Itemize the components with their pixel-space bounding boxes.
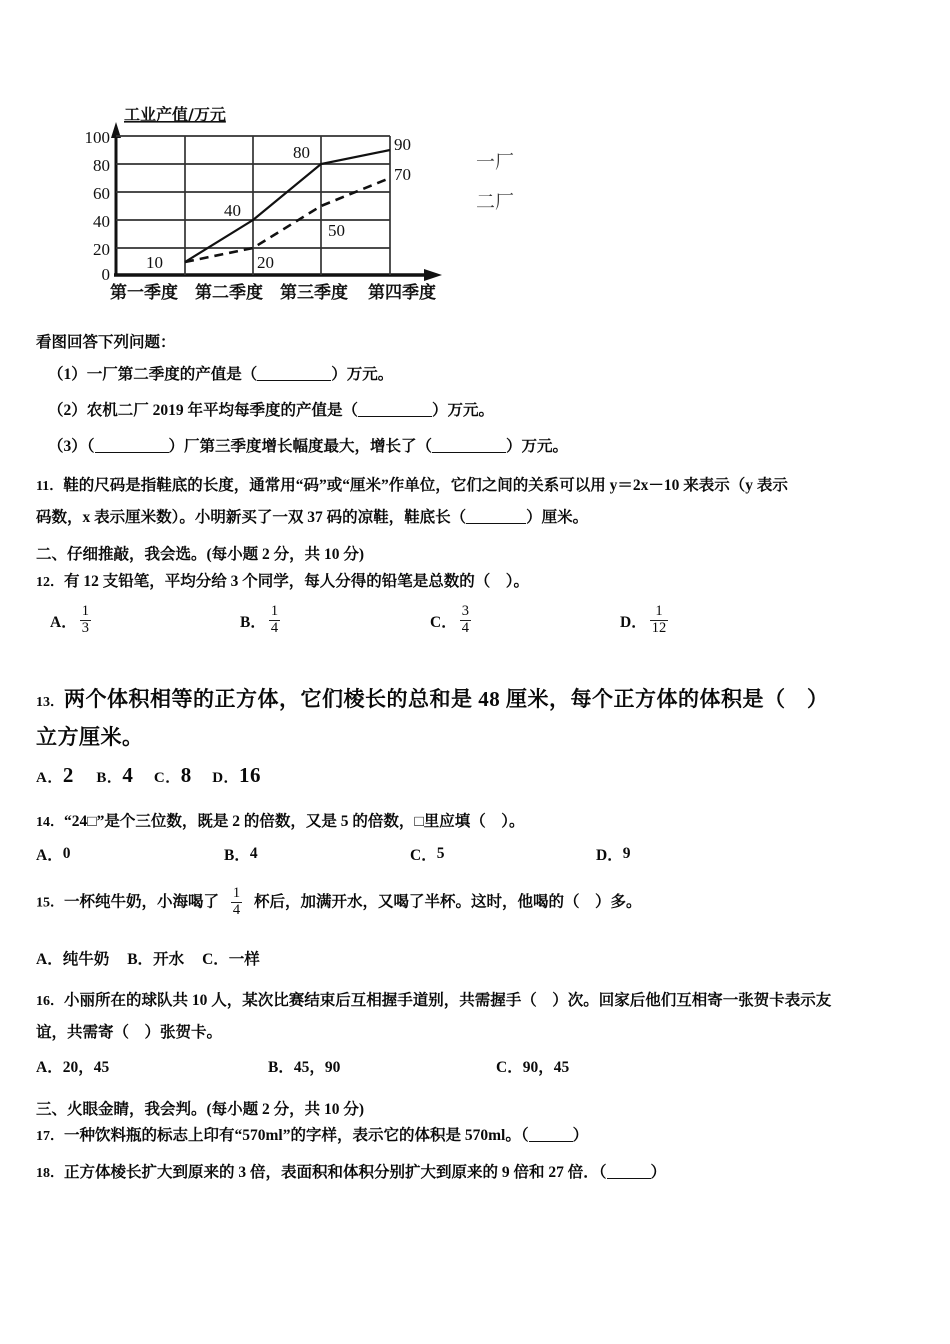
label-f1-q2: 40: [224, 201, 241, 220]
question-16-text-1: 小丽所在的球队共 10 人，某次比赛结束后互相握手道别，共需握手（ ）次。回家后他们互相寄一张贺卡表示友: [64, 992, 832, 1010]
question-15: [36, 887, 921, 969]
fill-1-text-after: ）万元。: [331, 366, 394, 383]
option-a-fraction: [80, 604, 91, 636]
question-15-line: [36, 887, 921, 919]
question-12-option-b[interactable]: [240, 605, 430, 637]
question-12-number: 12．: [36, 574, 64, 590]
question-14-option-c[interactable]: [410, 843, 596, 865]
x-axis-arrow: [424, 269, 442, 281]
question-16-option-a[interactable]: [36, 1055, 268, 1077]
question-13: [36, 680, 921, 789]
option-b-value: 开水: [153, 951, 185, 969]
question-16-option-b[interactable]: [268, 1055, 496, 1077]
y-tick-80: 80: [93, 156, 110, 175]
question-13-line-1: [36, 680, 921, 719]
fill-1-blank[interactable]: [257, 365, 331, 381]
y-tick-40: 40: [93, 212, 110, 231]
option-d-value: 9: [622, 845, 631, 863]
fill-question-2: [36, 398, 921, 420]
question-12-text: 有 12 支铅笔，平均分给 3 个同学，每人分得的铅笔是总数的（ ）。: [64, 572, 530, 590]
fill-2-text-after: ）万元。: [432, 402, 495, 419]
section-3-heading: 三、火眼金睛，我会判。(每小题 2 分，共 10 分): [36, 1100, 365, 1118]
option-c-value: 5: [436, 845, 445, 863]
option-b-value: 4: [249, 845, 258, 863]
question-17-text-before: 一种饮料瓶的标志上印有“570ml”的字样，表示它的体积是 570ml。（: [64, 1127, 529, 1145]
question-18-number: 18．: [36, 1166, 64, 1182]
fill-3-blank-b[interactable]: [432, 437, 506, 453]
question-12-option-d[interactable]: [620, 605, 671, 637]
question-11-text-3: ）厘米。: [526, 508, 589, 526]
question-18-text-before: 正方体棱长扩大到原来的 3 倍，表面积和体积分别扩大到原来的 9 倍和 27 倍．（: [64, 1164, 607, 1182]
y-tick-20: 20: [93, 240, 110, 259]
question-11: [36, 470, 921, 534]
question-13-options: [36, 763, 921, 788]
question-14-option-d[interactable]: [596, 843, 630, 865]
question-body: [36, 330, 921, 1186]
x-tick-labels: [110, 282, 436, 303]
option-b-value: 4: [122, 763, 134, 788]
fill-3-text-after: ）万元。: [506, 438, 569, 455]
option-a-key: A．: [36, 770, 63, 787]
x-tick-q3: 第三季度: [280, 283, 348, 303]
question-13-option-d[interactable]: [212, 763, 262, 788]
question-17-number: 17．: [36, 1129, 64, 1145]
option-a-value: 0: [62, 845, 71, 863]
option-d-value: 16: [239, 763, 262, 788]
question-13-option-b[interactable]: [96, 763, 134, 788]
option-c-key: C．: [410, 847, 437, 865]
question-13-line-2: 立方厘米。: [36, 725, 144, 750]
line-chart-figure: [38, 88, 598, 310]
question-16-line-2: 谊，共需寄（ ）张贺卡。: [36, 1024, 223, 1042]
question-16-line-1: [36, 985, 921, 1017]
question-14-number: 14．: [36, 815, 64, 831]
label-f1-q1: 10: [146, 253, 163, 272]
question-11-number: 11．: [36, 479, 64, 494]
fill-2-text-before: 农机二厂 2019 年平均每季度的产值是（: [86, 402, 359, 419]
option-a-key: A．: [50, 614, 77, 632]
option-a-denominator: 3: [81, 619, 89, 636]
option-c-key: C．: [430, 614, 457, 632]
chart-legend: [476, 151, 514, 213]
question-15-number: 15．: [36, 895, 64, 911]
x-tick-q4: 第四季度: [368, 283, 436, 303]
y-tick-100: 100: [84, 128, 110, 147]
question-14-options: [36, 843, 921, 865]
question-13-text-1: 两个体积相等的正方体，它们棱长的总和是 48 厘米，每个正方体的体积是（ ）: [64, 686, 829, 711]
option-b-key: B．: [268, 1058, 294, 1076]
option-c-denominator: 4: [461, 619, 469, 636]
question-18: [36, 1161, 921, 1186]
option-b-value: 45，90: [293, 1058, 341, 1076]
option-b-fraction: [269, 604, 280, 636]
chart-svg: [38, 88, 598, 310]
question-15-options: [36, 947, 921, 969]
fill-2-label: （2）: [48, 402, 87, 419]
question-12-option-c[interactable]: [430, 605, 620, 637]
section-2-heading: 二、仔细推敲，我会选。(每小题 2 分，共 10 分): [36, 545, 365, 563]
option-b-key: B．: [224, 847, 250, 865]
y-tick-0: 0: [101, 265, 110, 284]
question-14-text: “24□”是个三位数，既是 2 的倍数，又是 5 的倍数，□里应填（ ）。: [64, 813, 525, 831]
question-15-fraction: [231, 886, 242, 918]
question-14-option-a[interactable]: [36, 843, 224, 865]
option-d-denominator: 12: [651, 619, 667, 636]
fill-question-3: [36, 434, 921, 456]
label-f2-q3: 50: [328, 221, 345, 240]
question-15-text-before: 一杯纯牛奶，小海喝了: [64, 893, 220, 911]
question-11-blank[interactable]: [466, 508, 526, 524]
legend-label-factory-1: 一厂: [476, 151, 515, 173]
series-line-factory-1: [185, 150, 390, 262]
y-tick-labels: [85, 128, 111, 284]
y-tick-60: 60: [93, 184, 110, 203]
question-17-text-after: ）: [572, 1127, 589, 1145]
question-15-denominator: 4: [232, 901, 241, 918]
option-d-numerator: 1: [655, 603, 663, 620]
question-15-option-c[interactable]: [202, 947, 260, 969]
legend-label-factory-2: 二厂: [476, 191, 515, 213]
question-12-options: [36, 605, 921, 637]
question-16-options: [36, 1055, 921, 1077]
label-f2-q2: 20: [257, 253, 274, 272]
question-16-option-c[interactable]: [496, 1055, 569, 1077]
option-b-key: B．: [240, 614, 266, 632]
fill-1-label: （1）: [48, 366, 87, 383]
question-14: [36, 810, 921, 865]
option-b-numerator: 1: [270, 603, 279, 620]
fill-1-text-before: 一厂第二季度的产值是（: [86, 366, 258, 383]
option-c-fraction: [460, 604, 471, 636]
question-17: [36, 1124, 921, 1149]
question-18-text-after: ）: [650, 1164, 667, 1182]
fill-question-1: [36, 362, 921, 384]
question-17-blank[interactable]: [529, 1127, 573, 1143]
option-c-value: 8: [180, 763, 192, 788]
option-c-value: 90，45: [522, 1058, 570, 1076]
y-axis-title: 工业产值/万元: [124, 105, 226, 124]
option-a-key: A．: [36, 951, 63, 969]
option-d-fraction: [650, 604, 669, 636]
question-11-text-1: 鞋的尺码是指鞋底的长度，通常用“码”或“厘米”作单位，它们之间的关系可以用 y＝2x－10 来表示（y 表示: [63, 477, 788, 494]
option-b-key: B．: [96, 770, 123, 787]
x-tick-q1: 第一季度: [110, 283, 178, 303]
option-c-value: 一样: [228, 951, 260, 969]
question-12-option-a[interactable]: [36, 605, 240, 637]
question-11-line-2: [36, 502, 921, 534]
option-c-key: C．: [496, 1058, 523, 1076]
question-18-blank[interactable]: [607, 1163, 651, 1179]
question-11-text-2: 码数，x 表示厘米数）。小明新买了一双 37 码的凉鞋，鞋底长（: [36, 508, 467, 526]
label-f1-q3: 80: [293, 143, 310, 162]
option-a-value: 2: [62, 763, 74, 788]
question-15-option-b[interactable]: [127, 947, 184, 969]
option-a-numerator: 1: [81, 603, 89, 620]
option-a-value: 20，45: [62, 1058, 110, 1076]
fill-2-blank[interactable]: [358, 401, 432, 417]
option-a-key: A．: [36, 1058, 63, 1076]
question-15-numerator: 1: [232, 885, 241, 902]
option-b-key: B．: [127, 951, 154, 969]
option-b-denominator: 4: [270, 619, 279, 636]
label-f2-q4: 70: [394, 165, 411, 184]
option-d-key: D．: [620, 614, 647, 632]
question-13-option-a[interactable]: [36, 763, 74, 788]
option-d-key: D．: [596, 847, 623, 865]
label-f1-q4: 90: [394, 135, 411, 154]
option-c-numerator: 3: [461, 603, 469, 620]
question-12: [36, 569, 921, 595]
x-tick-q2: 第二季度: [195, 283, 263, 303]
option-c-key: C．: [153, 770, 181, 787]
question-11-line-1: [36, 470, 921, 502]
question-14-option-b[interactable]: [224, 843, 410, 865]
option-a-value: 纯牛奶: [62, 951, 110, 969]
question-15-option-a[interactable]: [36, 947, 109, 969]
question-15-text-after: 杯后，加满开水，又喝了半杯。这时，他喝的（ ）多。: [254, 893, 642, 911]
option-d-key: D．: [212, 770, 240, 787]
fill-3-text-middle: ）厂第三季度增长幅度最大，增长了（: [168, 438, 433, 455]
question-16: [36, 985, 921, 1077]
option-c-key: C．: [202, 951, 229, 969]
question-14-line: [36, 810, 921, 835]
chart-prompt: 看图回答下列问题：: [36, 334, 176, 351]
question-13-number: 13．: [36, 694, 64, 710]
fill-3-text-before: （: [86, 438, 95, 455]
fill-3-label: （3）: [48, 438, 87, 455]
option-a-key: A．: [36, 847, 63, 865]
question-16-number: 16．: [36, 994, 64, 1010]
question-13-option-c[interactable]: [153, 763, 192, 788]
fill-3-blank-a[interactable]: [95, 437, 169, 453]
